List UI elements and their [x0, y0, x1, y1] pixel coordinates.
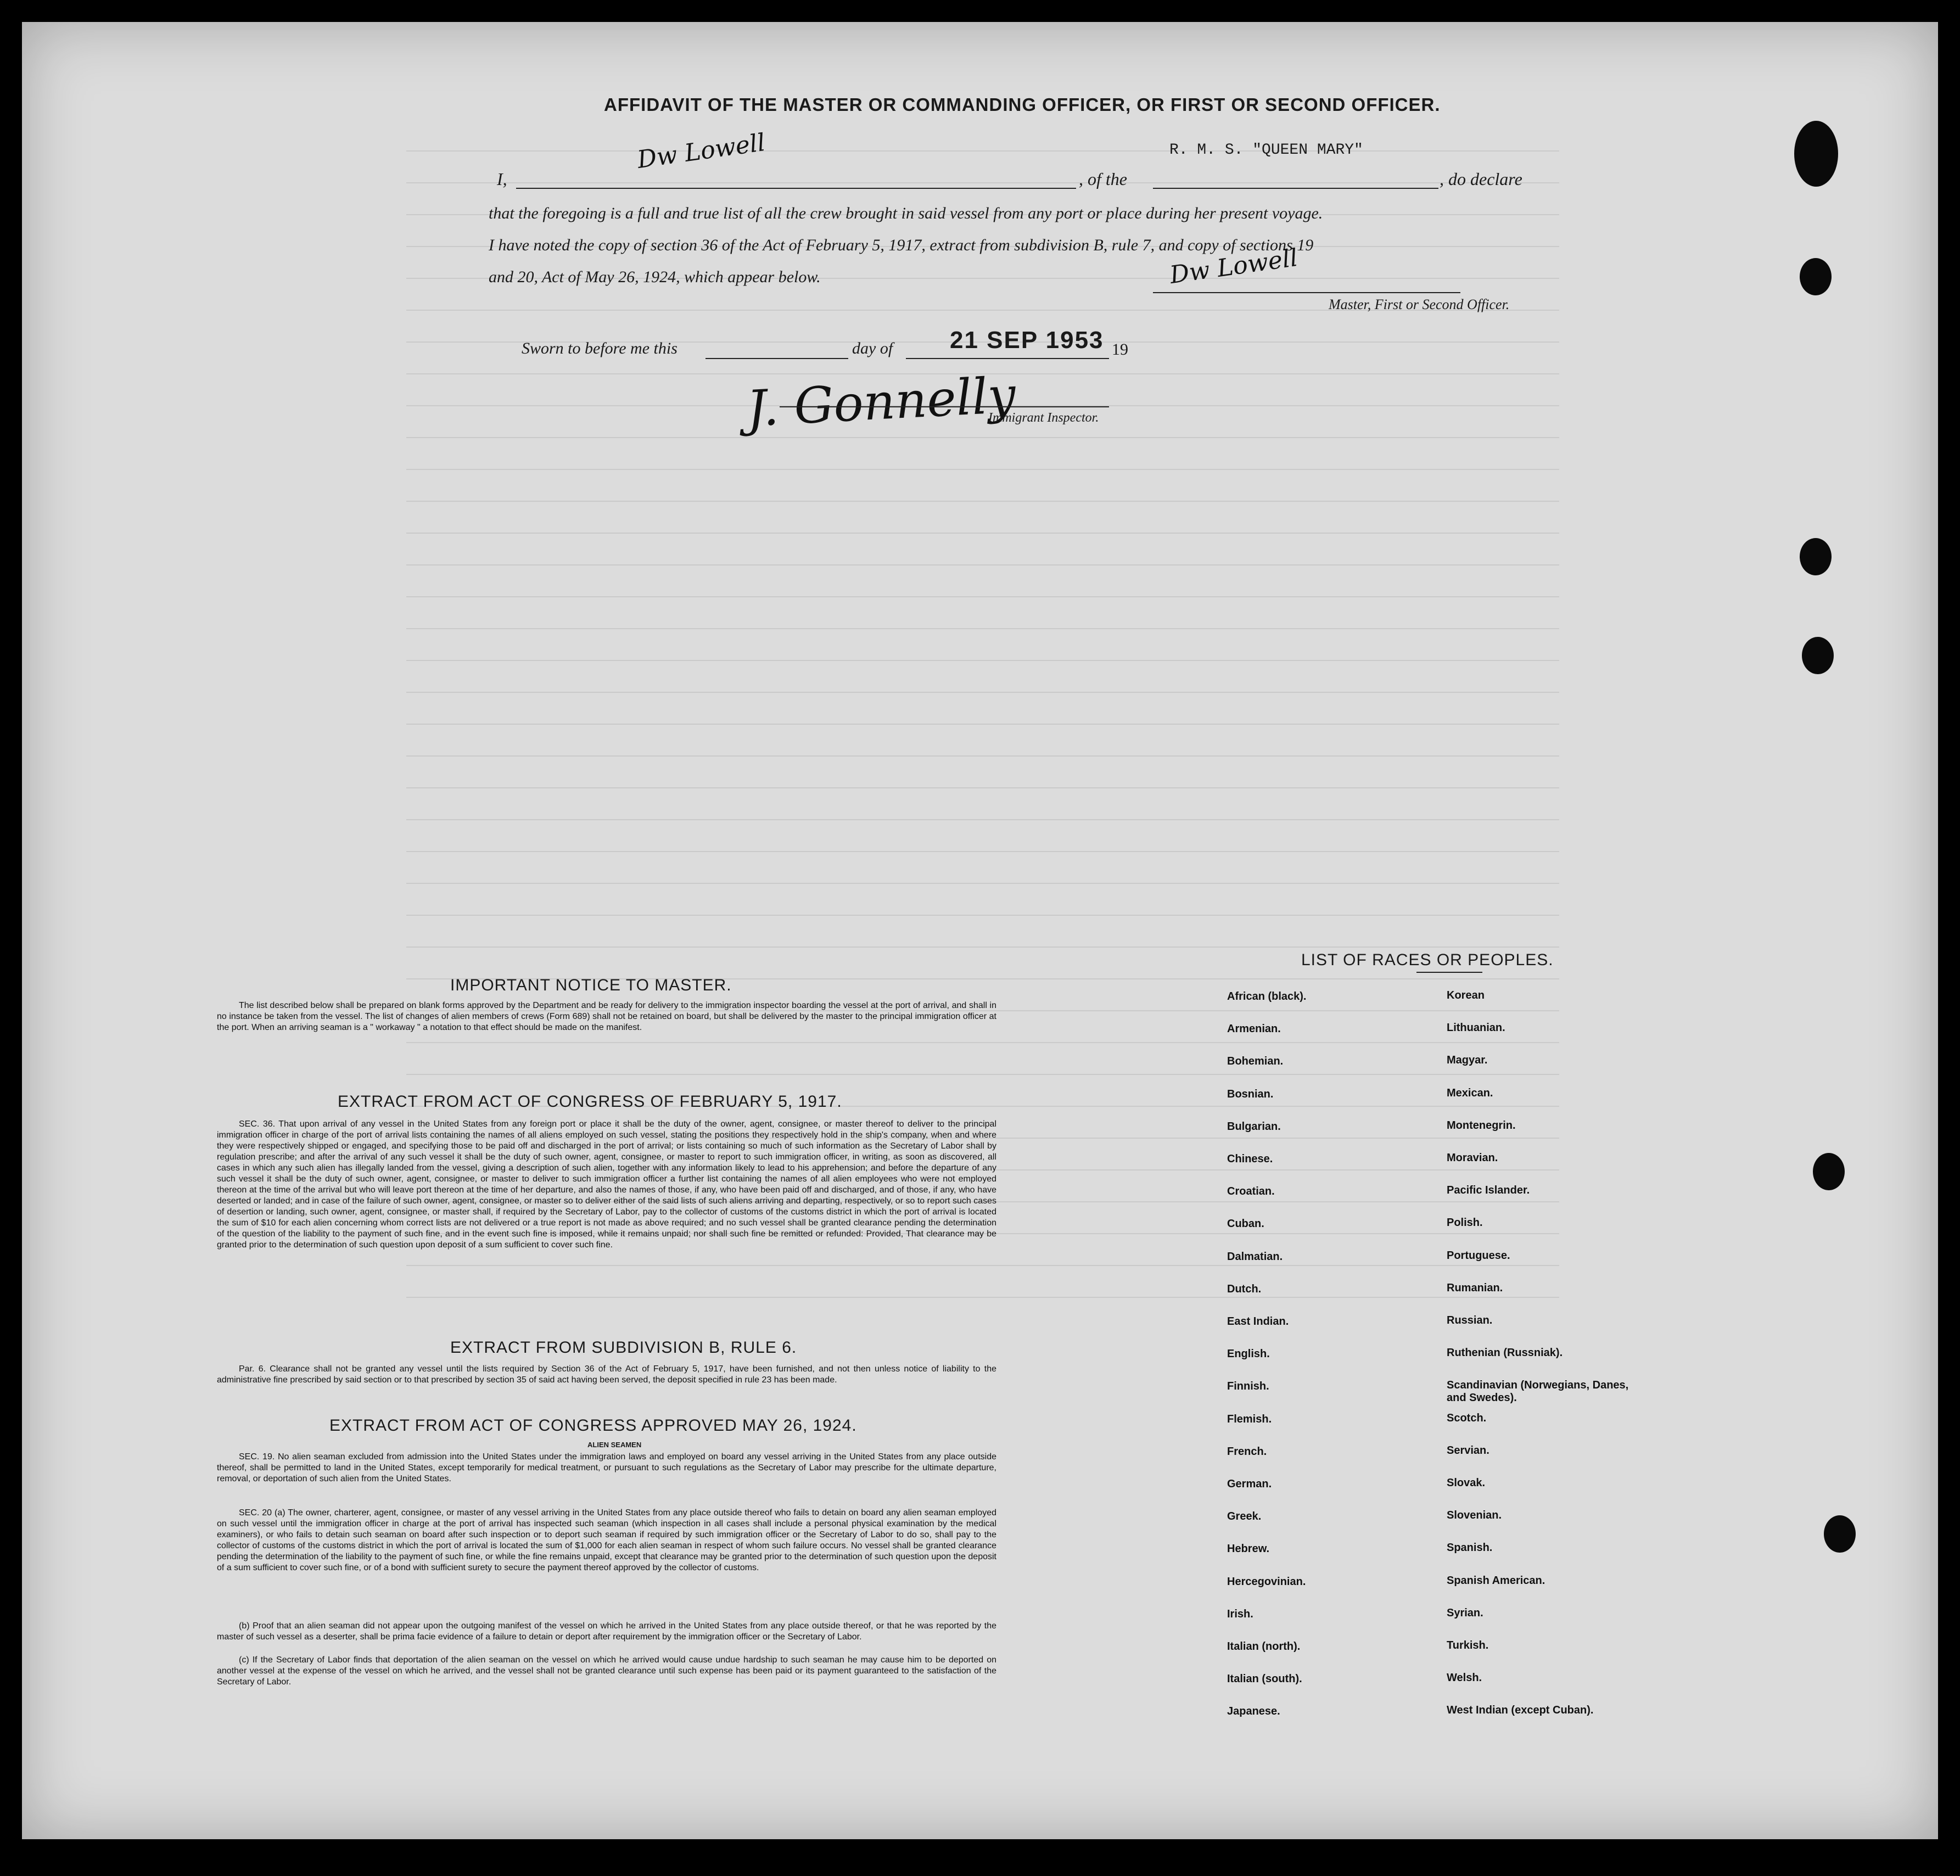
race-item: Italian (north).: [1227, 1640, 1301, 1653]
race-item: Korean: [1447, 989, 1485, 1001]
race-item: Bohemian.: [1227, 1055, 1284, 1068]
extract-1917-heading: EXTRACT FROM ACT OF CONGRESS OF FEBRUARY 5, 1917.: [338, 1093, 842, 1111]
race-item: Polish.: [1447, 1217, 1483, 1229]
month-line: [906, 358, 1109, 359]
inspector-signature: J. Gonnelly: [745, 366, 1017, 438]
extract-1924-heading: EXTRACT FROM ACT OF CONGRESS APPROVED MAY 26, 1924.: [329, 1416, 857, 1435]
race-item: Slovenian.: [1447, 1509, 1502, 1522]
master-signature-bottom: Dw Lowell: [1168, 243, 1300, 290]
race-item: Mexican.: [1447, 1087, 1493, 1099]
affidavit-line1: that the foregoing is a full and true list of all the crew brought in said vessel from any port or place during her present voyage.: [489, 204, 1323, 222]
race-item: Armenian.: [1227, 1023, 1281, 1035]
race-item: Chinese.: [1227, 1153, 1273, 1165]
notice-body: The list described below shall be prepared on blank forms approved by the Department and be ready for delivery to the immigration inspector boarding the vessel at the port of arrival, and shall in no instance be taken from the vessel. The list of changes of alien members of crews (Form 689) shall not be retained on board, but shall be delivered by the master to the principal immigration officer at the port. When an arriving seaman is a " workaway " a notation to that effect should be made on the manifest.: [217, 1001, 996, 1032]
race-item: Syrian.: [1447, 1606, 1483, 1619]
sworn-day-line: [705, 358, 848, 359]
vessel-name: R. M. S. "QUEEN MARY": [1169, 142, 1363, 159]
race-item: Spanish.: [1447, 1542, 1493, 1554]
race-item: Dutch.: [1227, 1283, 1262, 1295]
race-item: Greek.: [1227, 1510, 1262, 1523]
manifest-page: [22, 22, 1938, 1839]
master-signature-top: Dw Lowell: [635, 128, 767, 175]
affidavit-line3: and 20, Act of May 26, 1924, which appear below.: [489, 268, 821, 286]
race-item: Hercegovinian.: [1227, 1575, 1306, 1588]
race-item: Welsh.: [1447, 1672, 1482, 1684]
race-item: Rumanian.: [1447, 1281, 1503, 1294]
race-item: Scotch.: [1447, 1412, 1487, 1424]
vessel-line: [1153, 188, 1438, 189]
punch-hole: [1802, 637, 1834, 674]
name-line: [516, 188, 1076, 189]
do-declare-label: , do declare: [1440, 169, 1522, 189]
race-item: Portuguese.: [1447, 1249, 1510, 1262]
punch-hole: [1800, 258, 1832, 295]
punch-hole: [1824, 1515, 1856, 1553]
affidavit-i-label: I,: [497, 169, 507, 189]
rule-6-heading: EXTRACT FROM SUBDIVISION B, RULE 6.: [450, 1339, 797, 1357]
race-item: Flemish.: [1227, 1413, 1272, 1425]
notice-heading: IMPORTANT NOTICE TO MASTER.: [450, 976, 732, 994]
date-stamp: 21 SEP 1953: [950, 327, 1104, 354]
races-heading: LIST OF RACES OR PEOPLES.: [1301, 951, 1554, 969]
race-item: West Indian (except Cuban).: [1447, 1704, 1594, 1717]
extract-1917-body: SEC. 36. That upon arrival of any vessel in the United States from any foreign port or place it shall be the duty of the owner, agent, consignee, or master thereof to deliver to the principal immigration officer in charge of the port of arrival lists containing the names of all aliens employed on such vessel, stating the positions they respectively hold in the ship's company, when and where they were respectively shipped or engaged, and specifying those to be paid off and discharged in the port of arrival; or lists containing so much of such information as the Secretary of Labor shall by regulation prescribe; and after the arrival of any such vessel it shall be the duty of such owner, agent, consignee, or master to report to such immigration officer, in writing, as soon as discovered, all cases in which any such alien has illegally landed from the vessel, giving a description of such alien, together with any information likely to lead to his apprehension; and before the departure of any such vessel it shall be the duty of such owner, agent, consignee, or master to deliver to such immigration officer a further list containing the names of all alien employees who were not employed thereon at the time of the arrival but who will leave port thereon at the time of her departure, and also the names of those, if any, who have been paid off and discharged, and of those, if any, who have deserted or landed; and in case of the failure of such owner, agent, consignee, or master so to deliver either of the said lists of such aliens arriving and departing, respectively, or so to report such cases of desertion or landing, such owner, agent, consignee, or master shall, if required by the Secretary of Labor, pay to the collector of customs of the customs district in which the port of arrival is located the sum of $10 for each alien concerning whom correct lists are not delivered or a true report is not made as above required; and no such vessel shall be granted clearance pending the determination of the question of the liability to the payment of such fine, and in the event such fine is imposed, while it remains unpaid; nor shall such fine be remitted or refunded: Provided, That clearance may be granted prior to the determination of such question upon deposit of a sum sufficient to cover such fine.: [217, 1119, 996, 1250]
race-item: German.: [1227, 1478, 1272, 1490]
race-item: Bosnian.: [1227, 1088, 1274, 1100]
race-item: Spanish American.: [1447, 1574, 1545, 1587]
day-of-label: day of: [852, 339, 893, 357]
sec-20c-body: (c) If the Secretary of Labor finds that deportation of the alien seaman on the vessel on which he arrived would cause undue hardship to such seaman he may cause him to be deported on another vessel at the expense of the vessel on which he arrived, and the vessel shall not be granted clearance until such expense has been paid or its payment guaranteed to the satisfaction of the Secretary of Labor.: [217, 1655, 996, 1687]
race-item: Japanese.: [1227, 1705, 1280, 1718]
sec-19-body: SEC. 19. No alien seaman excluded from admission into the United States under the immigration laws and employed on board any vessel arriving in the United States from any place outside thereof, shall be permitted to land in the United States, except temporarily for medical treatment, or pursuant to such regulations as the Secretary of Labor may prescribe for the ultimate departure, removal, or deportation of such alien from the United States.: [217, 1452, 996, 1483]
race-item: Italian (south).: [1227, 1673, 1302, 1685]
alien-seamen-subheading: ALIEN SEAMEN: [587, 1441, 642, 1449]
race-item: Lithuanian.: [1447, 1022, 1505, 1034]
race-item: Slovak.: [1447, 1477, 1486, 1489]
race-item: Scandinavian (Norwegians, Danes, and Swedes).: [1447, 1379, 1629, 1404]
race-item: Irish.: [1227, 1608, 1253, 1620]
race-item: Hebrew.: [1227, 1543, 1270, 1555]
race-item: Bulgarian.: [1227, 1120, 1281, 1133]
race-item: Finnish.: [1227, 1380, 1269, 1393]
inspector-caption: Immigrant Inspector.: [988, 411, 1099, 425]
race-item: Pacific Islander.: [1447, 1184, 1530, 1197]
race-item: Moravian.: [1447, 1152, 1498, 1164]
race-item: English.: [1227, 1348, 1270, 1360]
sec-20a-body: SEC. 20 (a) The owner, charterer, agent, consignee, or master of any vessel arriving in the United States from any place outside thereof who fails to detain on board any alien seaman employed on such vessel until the immigration officer in charge at the port of arrival has inspected such seaman (which inspection in all cases shall include a personal physical examination by the medical examiners), or who fails to detain such seaman on board after such inspection or to deport such seaman if required by such immigration officer or the Secretary of Labor to do so, shall pay to the collector of customs of the customs district in which the port of arrival is located the sum of $1,000 for each alien seaman in respect of whom such failure occurs. No vessel shall be granted clearance pending the determination of the liability to the payment of such fine, or while the fine remains unpaid, except that clearance may be granted prior to the determination of such question upon the deposit of a sum sufficient to cover such fine, or of a bond with sufficient surety to secure the payment thereof approved by the collector of customs.: [217, 1508, 996, 1572]
master-caption: Master, First or Second Officer.: [1329, 296, 1510, 312]
sec-20b-body: (b) Proof that an alien seaman did not appear upon the outgoing manifest of the vessel on which he arrived in the United States from any place outside thereof, or that he was reported by the master of such vessel as a deserter, shall be prima facie evidence of a failure to detain or deport after requirement by the immigration officer or the Secretary of Labor.: [217, 1621, 996, 1642]
race-item: African (black).: [1227, 990, 1307, 1003]
affidavit-line2: I have noted the copy of section 36 of the Act of February 5, 1917, extract from subdivision B, rule 7, and copy of sections 19: [489, 236, 1314, 254]
year-prefix: 19: [1112, 340, 1128, 359]
race-item: Russian.: [1447, 1314, 1493, 1326]
punch-hole: [1800, 538, 1832, 575]
races-heading-underline: [1416, 972, 1482, 973]
punch-hole: [1794, 121, 1838, 187]
of-the-label: , of the: [1079, 169, 1127, 189]
affidavit-heading: AFFIDAVIT OF THE MASTER OR COMMANDING OFFICER, OR FIRST OR SECOND OFFICER.: [604, 94, 1441, 115]
race-item: Croatian.: [1227, 1185, 1275, 1198]
rule-6-body: Par. 6. Clearance shall not be granted any vessel until the lists required by Section 36 of the Act of February 5, 1917, have been furnished, and not then unless notice of liability to the administrative fine prescribed by said section or to that prescribed by section 35 of said act having been served, the deposit specified in rule 23 has been made.: [217, 1364, 996, 1385]
race-item: Ruthenian (Russniak).: [1447, 1347, 1563, 1359]
race-item: Magyar.: [1447, 1054, 1488, 1067]
race-item: Cuban.: [1227, 1218, 1264, 1230]
inspector-signature-line: [780, 406, 1109, 407]
race-item: Montenegrin.: [1447, 1119, 1516, 1132]
sworn-label: Sworn to before me this: [522, 339, 677, 357]
race-item: Servian.: [1447, 1444, 1489, 1457]
race-item: Turkish.: [1447, 1639, 1489, 1651]
punch-hole: [1813, 1153, 1845, 1190]
race-item: French.: [1227, 1445, 1267, 1458]
race-item: Dalmatian.: [1227, 1250, 1283, 1263]
race-item: East Indian.: [1227, 1315, 1289, 1328]
master-signature-line: [1153, 292, 1460, 293]
